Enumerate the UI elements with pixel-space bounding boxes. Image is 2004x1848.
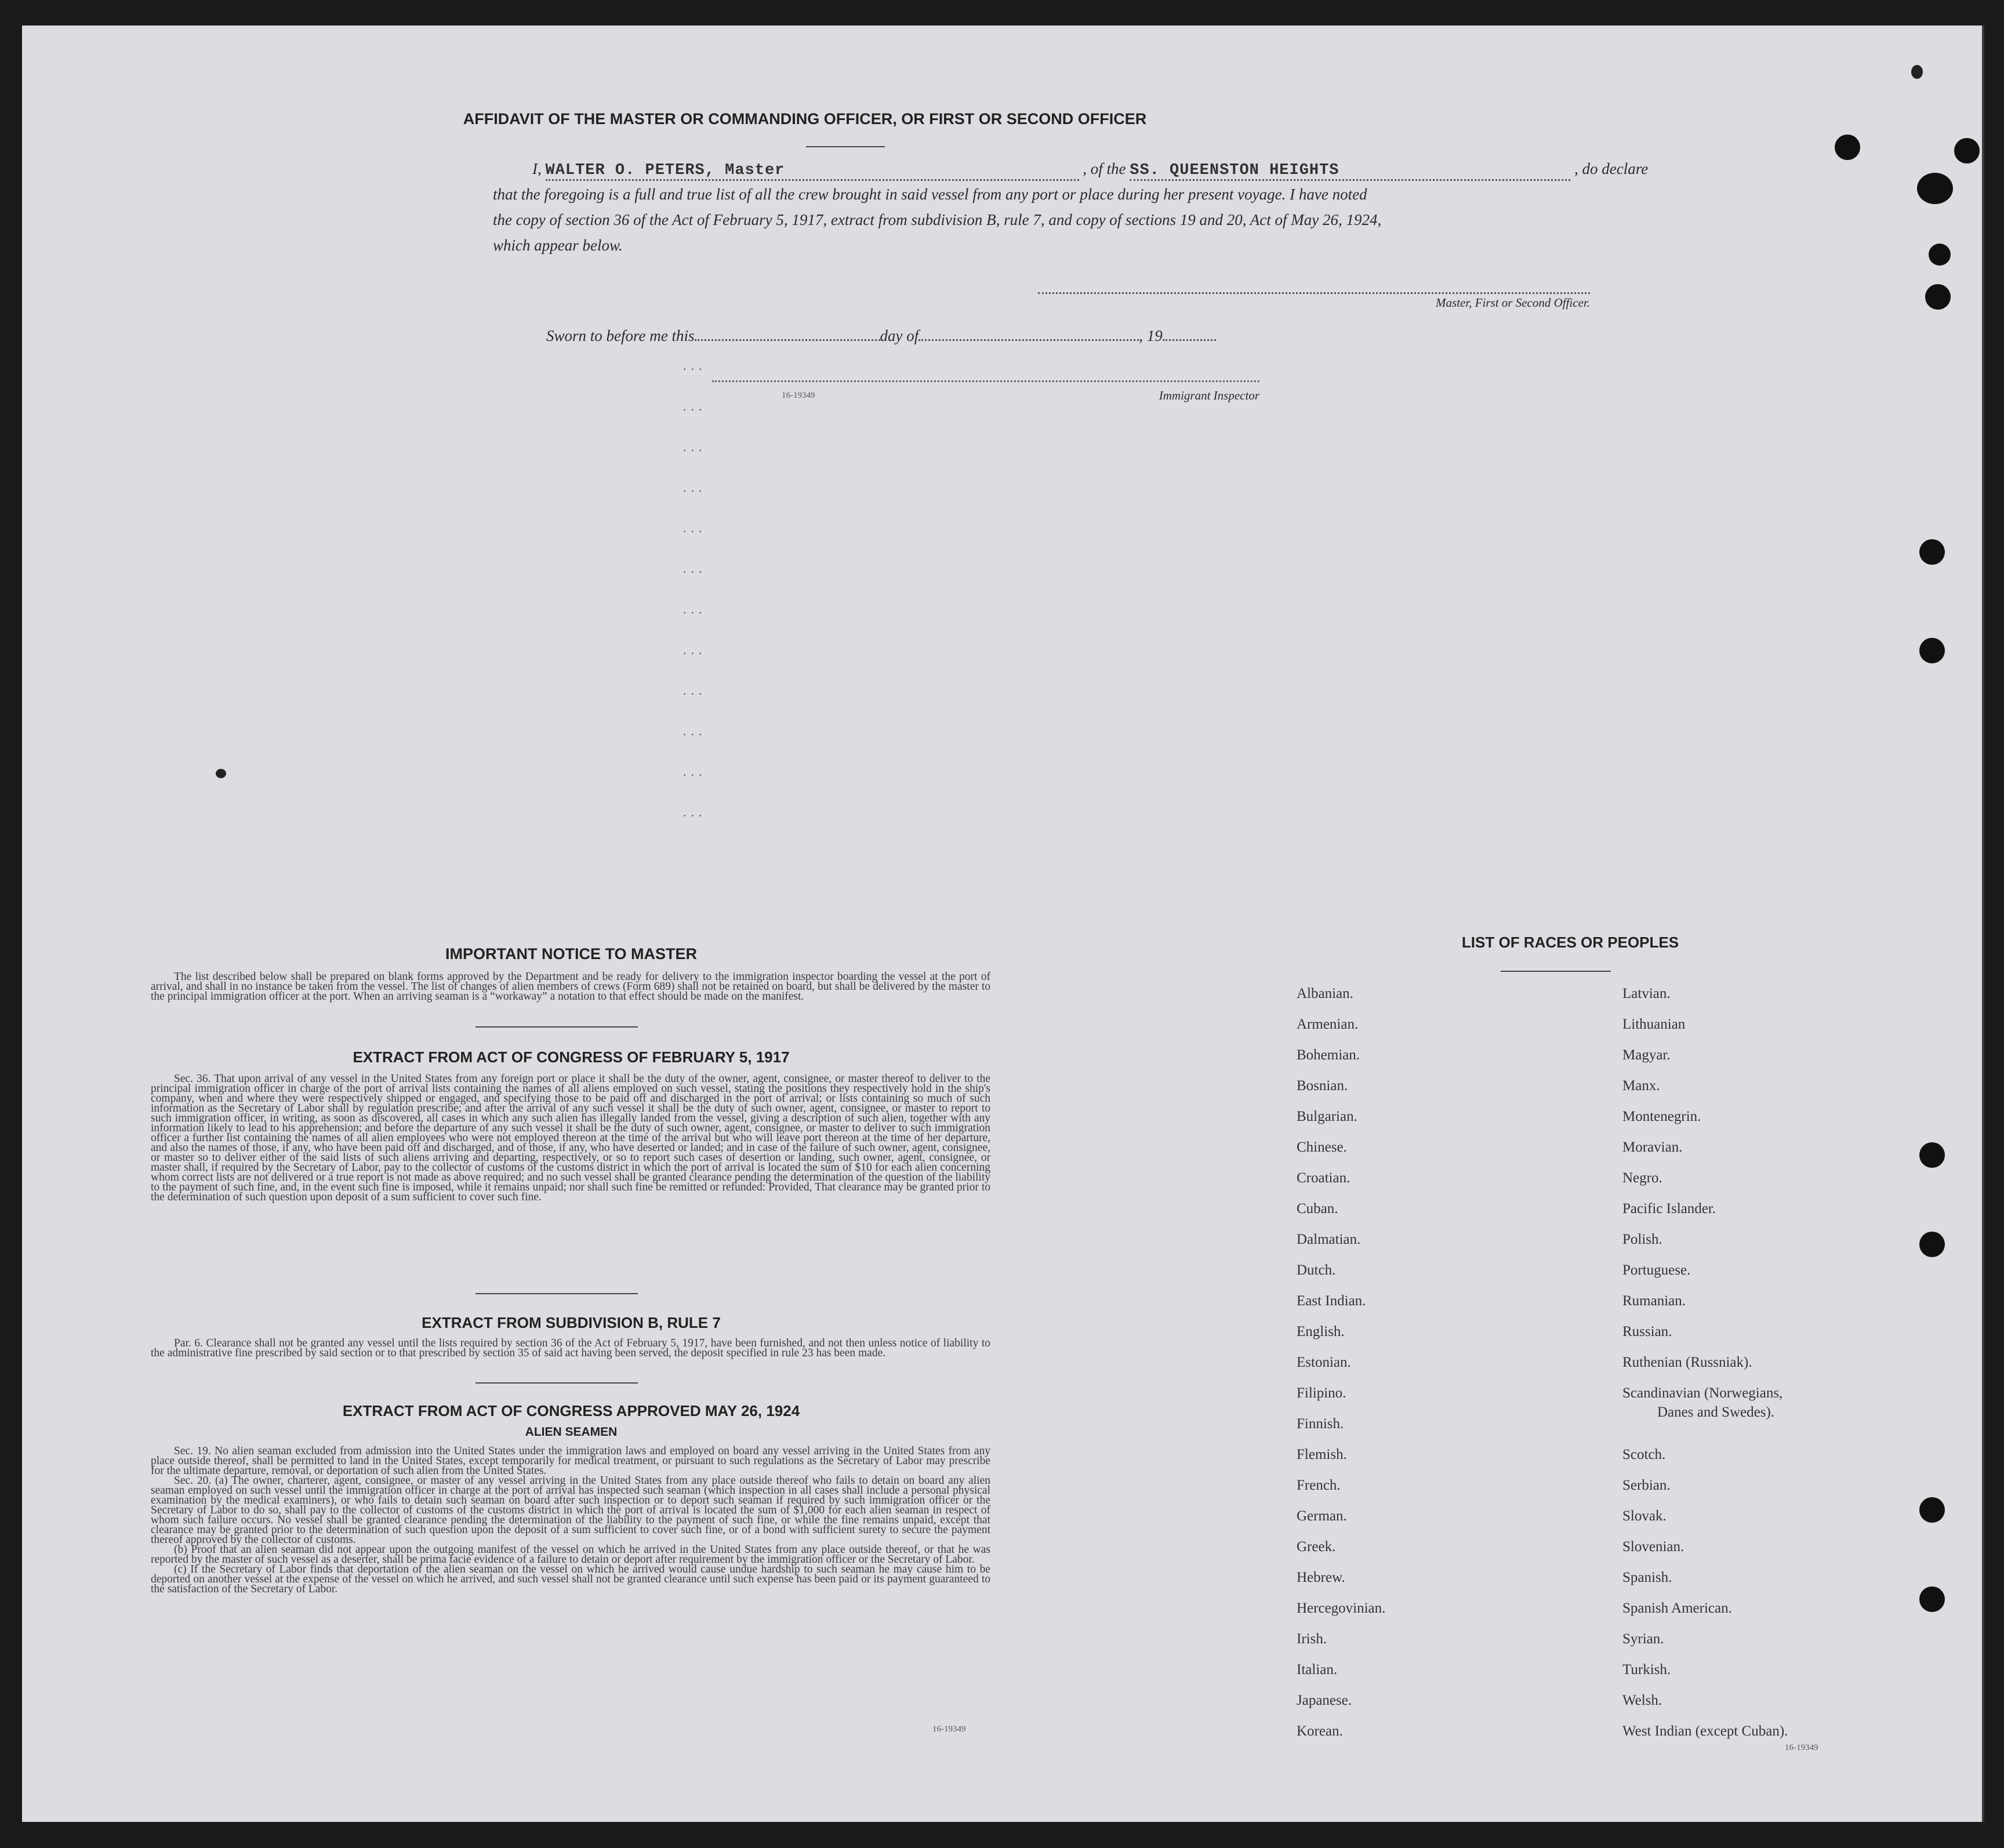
dot-leader: ... [683, 399, 707, 413]
extract-rule7-divider [475, 1382, 638, 1384]
race-item: Slovak. [1622, 1508, 1667, 1524]
race-item: Spanish. [1622, 1570, 1672, 1585]
race-item: Polish. [1622, 1232, 1662, 1247]
dot-leader: ... [683, 764, 707, 779]
race-item: Hebrew. [1297, 1570, 1345, 1585]
sec20c-text: (c) If the Secretary of Labor finds that deportation of the alien seaman on the vessel on which he arrived would cause undue hardship to such seaman he may cause him to be deported on another vessel at the expense of the vessel on which he arrived, and such vessel shall not be granted clearance until such expense has been paid or its payment guaranteed to the satisfaction of the Secretary of Labor. [151, 1563, 990, 1595]
dot-leader: ... [683, 724, 707, 738]
race-item: East Indian. [1297, 1293, 1366, 1309]
affidavit-form-number: 16-19349 [782, 391, 815, 400]
of-the-text: , of the [1083, 160, 1126, 177]
race-item: Bohemian. [1297, 1047, 1360, 1063]
race-item: German. [1297, 1508, 1347, 1524]
notice-divider [475, 1026, 638, 1028]
dot-leader: ... [683, 521, 707, 535]
binder-hole [1919, 539, 1945, 565]
race-item: Cuban. [1297, 1201, 1338, 1217]
race-item: Armenian. [1297, 1016, 1359, 1032]
race-item: Dutch. [1297, 1262, 1336, 1278]
declaration-line-3: the copy of section 36 of the Act of February 5, 1917, extract from subdivision B, rule 7, and copy of sections 19 and 20, Act of May 26, 1924, [493, 211, 1382, 228]
ink-spot [1911, 65, 1923, 79]
race-item: Negro. [1622, 1170, 1662, 1186]
race-item: Croatian. [1297, 1170, 1350, 1186]
race-item: Bosnian. [1297, 1078, 1348, 1094]
dot-leader: ... [683, 602, 707, 616]
race-item: French. [1297, 1477, 1341, 1493]
master-name-field: WALTER O. PETERS, Master [545, 162, 785, 179]
extract-1917-text: Sec. 36. That upon arrival of any vessel in the United States from any foreign port or place it shall be the duty of the owner, agent, consignee, or master thereof to deliver to the principal immigration officer in charge of the port of arrival lists containing the names of all aliens employed on such vessel, stating the positions they respectively hold in the ship's company, when and where they were respectively shipped or engaged, and specifying those to be paid off and discharged in the port of arrival; or lists containing so much of such information as the Secretary of Labor shall by regulation prescribe; and after the arrival of any such vessel it shall be the duty of such owner, agent, consignee, or master to report to such immigration officer, in writing, as soon as discovered, all cases in which any such alien has illegally landed from the vessel, giving a description of such alien, together with any information likely to lead to his apprehension; and before the departure of any such vessel it shall be the duty of such owner, agent, consignee, or master to deliver to such immigration officer a further list containing the names of all alien employees who were not employed thereon at the time of the arrival but who will leave port thereon at the time of her departure, and also the names of those, if any, who have been paid off and discharged, and of those, if any, who have deserted or landed; and in case of the failure of such owner, agent, consignee, or master so to deliver either of the said lists of such aliens arriving and departing, respectively, or so to report such cases of desertion or landing, such owner, agent, consignee, or master shall, if required by the Secretary of Labor, pay to the collector of customs of the customs district in which the port of arrival is located the sum of $10 for each alien concerning whom correct lists are not delivered or a true report is not made as above required; and no such vessel shall be granted clearance pending the determination of the question of the liability to the payment of such fine, and, in the event such fine is imposed, while it remains unpaid; nor shall such fine be remitted or refunded: Provided, That clearance may be granted prior to the determination of such question upon deposit of a sum sufficient to cover such fine. [151, 1073, 990, 1203]
race-item: Bulgarian. [1297, 1109, 1357, 1124]
binder-hole [1919, 638, 1945, 663]
race-item: Albanian. [1297, 986, 1353, 1001]
race-item: Welsh. [1622, 1693, 1662, 1708]
race-item: Moravian. [1622, 1139, 1683, 1155]
race-item: Pacific Islander. [1622, 1201, 1716, 1217]
race-item: Scandinavian (Norwegians, [1622, 1385, 1783, 1401]
title-divider [806, 146, 885, 147]
inspector-signature-line [712, 380, 1259, 382]
sworn-line [546, 327, 1216, 345]
race-item: Finnish. [1297, 1416, 1344, 1432]
dot-leader: ... [683, 642, 707, 657]
race-item: Portuguese. [1622, 1262, 1691, 1278]
notice-title: IMPORTANT NOTICE TO MASTER [445, 945, 697, 963]
race-item: Latvian. [1622, 986, 1671, 1001]
signature-line [1038, 292, 1590, 294]
dot-leader: ... [683, 358, 707, 373]
race-item: Dalmatian. [1297, 1232, 1361, 1247]
dot-leader: ... [683, 561, 707, 576]
declare-text: , do declare [1574, 160, 1649, 177]
race-item: Scotch. [1622, 1447, 1666, 1462]
race-item: Ruthenian (Russniak). [1622, 1355, 1752, 1370]
race-item: Lithuanian [1622, 1016, 1686, 1032]
extract-rule7-text: Par. 6. Clearance shall not be granted any vessel until the lists required by section 36 of the Act of February 5, 1917, have been furnished, and not then unless notice of liability to the administrative fine prescribed by said section or to that prescribed by section 35 of said act having been served, the deposit specified in rule 23 has been made. [151, 1337, 990, 1359]
binder-hole [1919, 1142, 1945, 1168]
dot-leader: ... [683, 805, 707, 819]
race-item: Manx. [1622, 1078, 1660, 1094]
declaration-line-2: that the foregoing is a full and true list of all the crew brought in said vessel from any port or place during her present voyage. I have noted [493, 186, 1367, 203]
extract-rule7-title: EXTRACT FROM SUBDIVISION B, RULE 7 [422, 1314, 721, 1331]
dot-leader: ... [683, 440, 707, 454]
year-text: , 19 [1139, 327, 1163, 344]
race-item: Italian. [1297, 1662, 1338, 1678]
binder-hole [1835, 135, 1860, 160]
race-item: West Indian (except Cuban). [1622, 1723, 1788, 1739]
race-scandinavian-continued: Danes and Swedes). [1657, 1404, 1775, 1420]
ink-spot [216, 769, 226, 778]
race-item: English. [1297, 1324, 1345, 1339]
extract-1924-text [151, 1446, 990, 1594]
binder-hole [1919, 1232, 1945, 1257]
sec19-text: Sec. 19. No alien seaman excluded from admission into the United States under the immigration laws and employed on board any vessel arriving in the United States from any place outside thereof, shall be permitted to land in the United States, except temporarily for medical treatment, or pursuant to such regulations as the Secretary of Labor may prescribe for the ultimate departure, removal, or deportation of such alien from the United States. [151, 1445, 990, 1477]
race-item: Rumanian. [1622, 1293, 1686, 1309]
binder-hole [1917, 173, 1953, 204]
races-divider [1501, 971, 1611, 972]
dot-leader: ... [683, 480, 707, 495]
signature-label: Master, First or Second Officer. [1436, 296, 1590, 310]
day-of-text: day of [880, 327, 919, 344]
race-item: Spanish American. [1622, 1600, 1732, 1616]
race-item: Russian. [1622, 1324, 1672, 1339]
extract-form-number: 16-19349 [932, 1724, 966, 1734]
race-item: Japanese. [1297, 1693, 1352, 1708]
race-item: Magyar. [1622, 1047, 1671, 1063]
race-item: Hercegovinian. [1297, 1600, 1386, 1616]
race-item: Estonian. [1297, 1355, 1351, 1370]
extract-1924-subtitle: ALIEN SEAMEN [525, 1425, 618, 1439]
race-item: Turkish. [1622, 1662, 1671, 1678]
binder-hole [1919, 1497, 1945, 1523]
extract-1924-title: EXTRACT FROM ACT OF CONGRESS APPROVED MAY 26, 1924 [342, 1402, 800, 1419]
sec20b-text: (b) Proof that an alien seaman did not appear upon the outgoing manifest of the vessel on which he arrived in the United States from any place outside thereof, or that he was reported by the master of such vessel as a deserter, shall be prima facie evidence of a failure to detain or deport after requirement by the immigration officer or the Secretary of Labor. [151, 1544, 990, 1566]
binder-hole [1954, 138, 1980, 164]
race-item: Irish. [1297, 1631, 1327, 1647]
race-item: Greek. [1297, 1539, 1336, 1555]
document-page [22, 26, 1984, 1822]
race-item: Korean. [1297, 1723, 1343, 1739]
declaration-line-1 [532, 160, 1649, 181]
affidavit-title: AFFIDAVIT OF THE MASTER OR COMMANDING OFFICER, OR FIRST OR SECOND OFFICER [463, 110, 1147, 128]
vessel-name-field: SS. QUEENSTON HEIGHTS [1130, 162, 1339, 179]
race-item: Filipino. [1297, 1385, 1346, 1401]
race-item: Flemish. [1297, 1447, 1347, 1462]
extract-1917-title: EXTRACT FROM ACT OF CONGRESS OF FEBRUARY 5, 1917 [353, 1048, 790, 1066]
race-item: Montenegrin. [1622, 1109, 1701, 1124]
binder-hole [1925, 284, 1951, 310]
pronoun: I, [532, 160, 542, 177]
binder-hole [1919, 1586, 1945, 1612]
sworn-text: Sworn to before me this [546, 327, 695, 344]
races-form-number: 16-19349 [1785, 1743, 1818, 1752]
binder-hole [1929, 244, 1951, 266]
race-item: Syrian. [1622, 1631, 1664, 1647]
notice-text: The list described below shall be prepared on blank forms approved by the Department and be ready for delivery to the immigration inspector boarding the vessel at the port of arrival, and shall in no instance be taken from the vessel. The list of changes of alien members of crews (Form 689) shall not be retained on board, but shall be delivered by the master to the principal immigration officer at the port. When an arriving seaman is a “workaway” a notation to that effect should be made on the manifest. [151, 971, 990, 1003]
inspector-label: Immigrant Inspector [1159, 389, 1259, 402]
declaration-line-4: which appear below. [493, 237, 623, 254]
race-item: Serbian. [1622, 1477, 1671, 1493]
race-item: Slovenian. [1622, 1539, 1684, 1555]
extract-1917-divider [475, 1293, 638, 1294]
dot-leader: ... [683, 683, 707, 698]
races-title: LIST OF RACES OR PEOPLES [1461, 934, 1679, 951]
sec20a-text: Sec. 20. (a) The owner, charterer, agent, consignee, or master of any vessel arriving in the United States from any place outside thereof who fails to detain on board any alien seaman employed on such vessel until the immigration officer in charge at the port of arrival has inspected such seaman (which inspection in all cases shall include a personal physical examination by the medical examiners), or who fails to detain such seaman on board after such inspection or to deport such seaman if required by such immigration officer or the Secretary of Labor to do so, shall pay to the collector of customs of the customs district in which the port of arrival is located the sum of $1,000 for each alien seaman in respect of whom such failure occurs. No vessel shall be granted clearance pending the determination of the liability to the payment of such fine, or while the fine remains unpaid, except that clearance may be granted prior to the determination of such question upon the deposit of a sum sufficient to cover such fine, or of a bond with sufficient surety to secure the payment thereof approved by the collector of customs. [151, 1475, 990, 1546]
race-item: Chinese. [1297, 1139, 1347, 1155]
